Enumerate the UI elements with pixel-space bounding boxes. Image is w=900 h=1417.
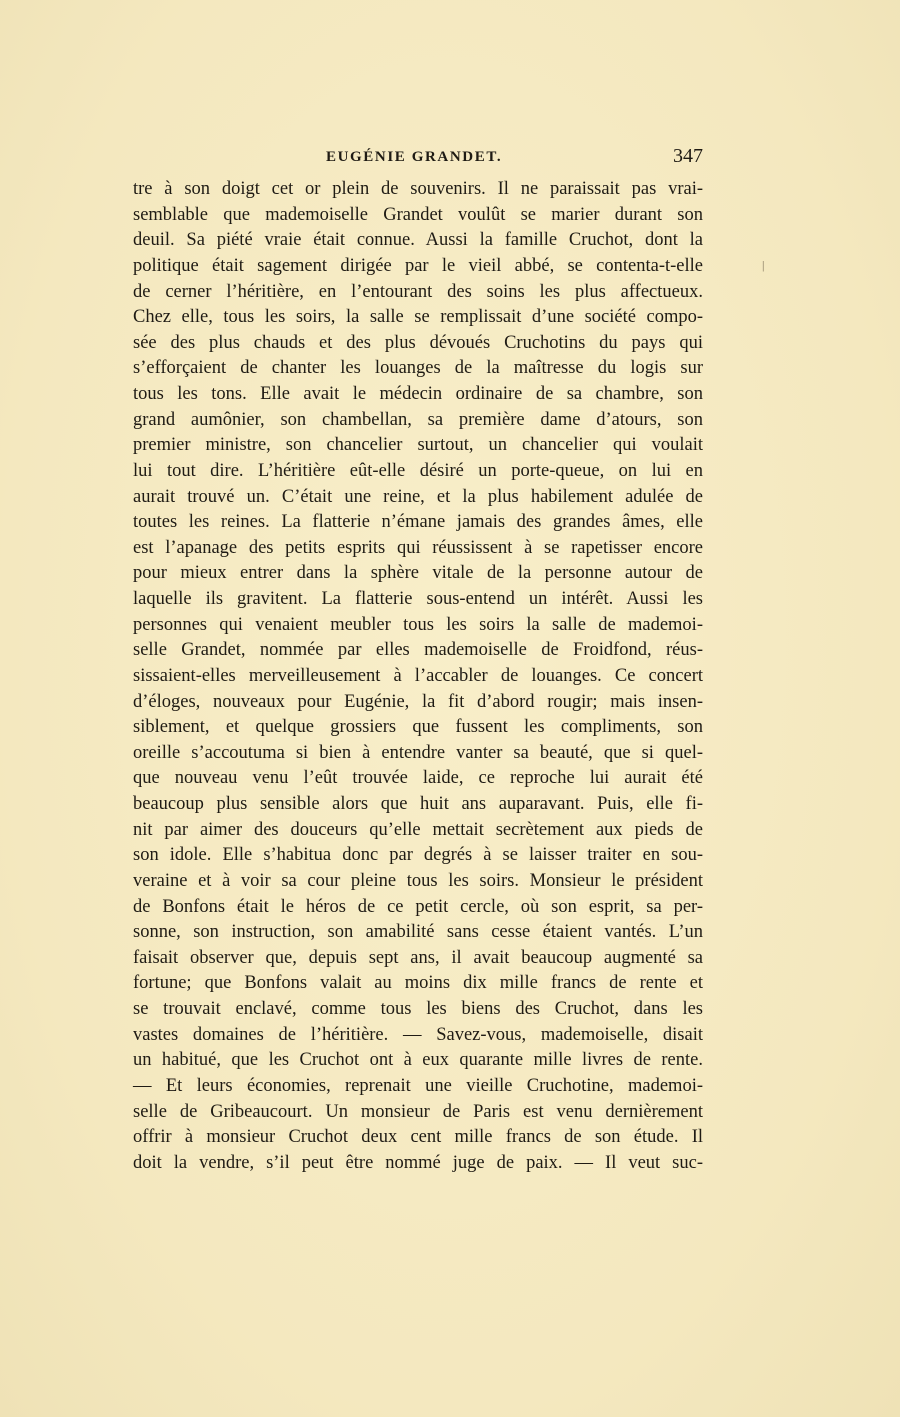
page-header	[133, 145, 703, 171]
running-title: EUGÉNIE GRANDET.	[326, 149, 503, 165]
text-line: beaucoup plus sensible alors que huit ans auparavant. Puis, elle fi-	[133, 794, 703, 814]
text-line: offrir à monsieur Cruchot deux cent mille francs de son étude. Il	[133, 1127, 703, 1148]
text-line: doit la vendre, s’il peut être nommé juge de paix. — Il veut suc-	[133, 1152, 703, 1173]
text-line: tre à son doigt cet or plein de souvenirs. Il ne paraissait pas vrai-	[133, 179, 703, 199]
text-line: — Et leurs économies, reprenait une vieille Cruchotine, mademoi-	[133, 1075, 703, 1096]
text-line: faisait observer que, depuis sept ans, il avait beaucoup augmenté sa	[133, 947, 703, 968]
text-line: aurait trouvé un. C’était une reine, et la plus habilement adulée de	[133, 486, 703, 507]
text-line: vastes domaines de l’héritière. — Savez-vous, mademoiselle, disait	[133, 1024, 703, 1045]
text-line: semblable que mademoiselle Grandet voulût se marier durant son	[133, 204, 703, 225]
text-line: son idole. Elle s’habitua donc par degrés à se laisser traiter en sou-	[133, 845, 703, 866]
text-line: que nouveau venu l’eût trouvée laide, ce reproche lui aurait été	[133, 768, 703, 789]
text-line: premier ministre, son chancelier surtout, un chancelier qui voulait	[133, 435, 703, 456]
text-line: selle de Gribeaucourt. Un monsieur de Paris est venu dernièrement	[133, 1101, 703, 1122]
text-line: grand aumônier, son chambellan, sa première dame d’atours, son	[133, 409, 703, 430]
text-line: est l’apanage des petits esprits qui réussissent à se rapetisser encore	[133, 537, 703, 558]
page-number: 347	[673, 145, 703, 167]
text-line: personnes qui venaient meubler tous les soirs la salle de mademoi-	[133, 614, 703, 635]
text-line: lui tout dire. L’héritière eût-elle désiré un porte-queue, on lui en	[133, 460, 703, 481]
text-line: sonne, son instruction, son amabilité sans cesse étaient vantés. L’un	[133, 922, 703, 943]
text-line: s’efforçaient de chanter les louanges de la maîtresse du logis sur	[133, 358, 703, 379]
text-line: Chez elle, tous les soirs, la salle se remplissait d’une société compo-	[133, 307, 703, 328]
text-line: sissaient-elles merveilleusement à l’accabler de louanges. Ce concert	[133, 665, 703, 686]
text-line: veraine et à voir sa cour pleine tous les soirs. Monsieur le président	[133, 870, 703, 891]
text-line: nit par aimer des douceurs qu’elle mettait secrètement aux pieds de	[133, 819, 703, 840]
text-line: oreille s’accoutuma si bien à entendre vanter sa beauté, que si quel-	[133, 742, 703, 763]
text-line: politique était sagement dirigée par le vieil abbé, se contenta-t-elle	[133, 255, 703, 276]
text-line: pour mieux entrer dans la sphère vitale de la personne autour de	[133, 563, 703, 584]
text-line: selle Grandet, nommée par elles mademoiselle de Froidfond, réus-	[133, 640, 703, 661]
text-line: tous les tons. Elle avait le médecin ordinaire de sa chambre, son	[133, 384, 703, 404]
text-line: d’éloges, nouveaux pour Eugénie, la fit d’abord rougir; mais insen-	[133, 691, 703, 712]
body-text	[133, 177, 703, 1176]
text-line: laquelle ils gravitent. La flatterie sous-entend un intérêt. Aussi les	[133, 589, 703, 609]
text-line: de cerner l’héritière, en l’entourant des soins les plus affectueux.	[133, 281, 703, 302]
text-line: toutes les reines. La flatterie n’émane jamais des grandes âmes, elle	[133, 512, 703, 533]
text-line: fortune; que Bonfons valait au moins dix mille francs de rente et	[133, 973, 703, 994]
margin-mark: |	[762, 258, 765, 272]
text-line: un habitué, que les Cruchot ont à eux quarante mille livres de rente.	[133, 1050, 703, 1071]
text-line: de Bonfons était le héros de ce petit cercle, où son esprit, sa per-	[133, 896, 703, 917]
text-line: se trouvait enclavé, comme tous les biens des Cruchot, dans les	[133, 999, 703, 1019]
text-line: deuil. Sa piété vraie était connue. Aussi la famille Cruchot, dont la	[133, 230, 703, 251]
text-line: siblement, et quelque grossiers que fussent les compliments, son	[133, 717, 703, 738]
text-line: sée des plus chauds et des plus dévoués Cruchotins du pays qui	[133, 332, 703, 353]
